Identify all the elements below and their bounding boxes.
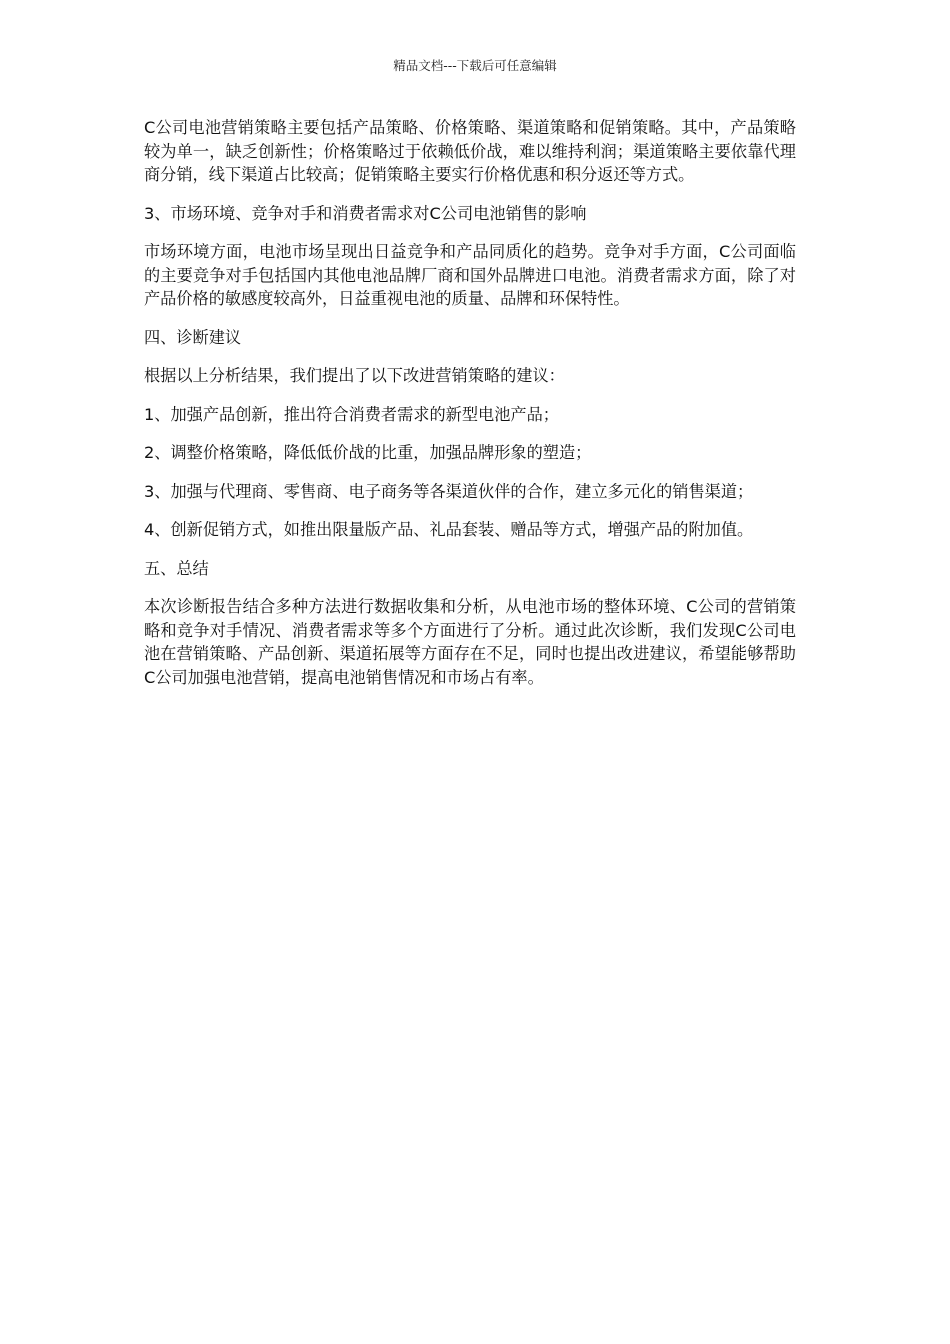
paragraph-intro-suggestions: 根据以上分析结果，我们提出了以下改进营销策略的建议： [144,366,565,385]
suggestion-item-3: 3、加强与代理商、零售商、电子商务等各渠道伙伴的合作，建立多元化的销售渠道； [144,481,754,501]
suggestion-item-4: 4、创新促销方式，如推出限量版产品、礼品套装、赠品等方式，增强产品的附加值。 [144,520,754,539]
suggestion-item-2: 2、调整价格策略，降低低价战的比重，加强品牌形象的塑造； [144,443,592,462]
section-heading-diagnosis: 四、诊断建议 [144,327,242,347]
suggestion-item-1: 1、加强产品创新，推出符合消费者需求的新型电池产品； [144,404,559,424]
paragraph-marketing-strategy: C公司电池营销策略主要包括产品策略、价格策略、渠道策略和促销策略。其中，产品策略较为单一，缺乏创新性；价格策略过于依赖低价战，难以维持利润；渠道策略主要依靠代理商分销，线下渠道占比较高；促销策略主要实行价格优惠和积分返还等方式。 [144,118,796,184]
page-header: 精品文档---下载后可任意编辑 [393,58,557,73]
section-heading-summary: 五、总结 [144,558,209,578]
section-heading-3: 3、市场环境、竞争对手和消费者需求对C公司电池销售的影响 [144,203,587,223]
paragraph-summary: 本次诊断报告结合多种方法进行数据收集和分析，从电池市场的整体环境、C公司的营销策略和竞争对手情况、消费者需求等多个方面进行了分析。通过此次诊断，我们发现C公司电池在营销策略、产品创新、渠道拓展等方面存在不足，同时也提出改进建议，希望能够帮助C公司加强电池营销，提高电池销售情况和市场占有率。 [144,597,796,687]
document-body [144,116,796,704]
paragraph-market-environment: 市场环境方面，电池市场呈现出日益竞争和产品同质化的趋势。竞争对手方面，C公司面临的主要竞争对手包括国内其他电池品牌厂商和国外品牌进口电池。消费者需求方面，除了对产品价格的敏感度较高外，日益重视电池的质量、品牌和环保特性。 [144,242,796,308]
